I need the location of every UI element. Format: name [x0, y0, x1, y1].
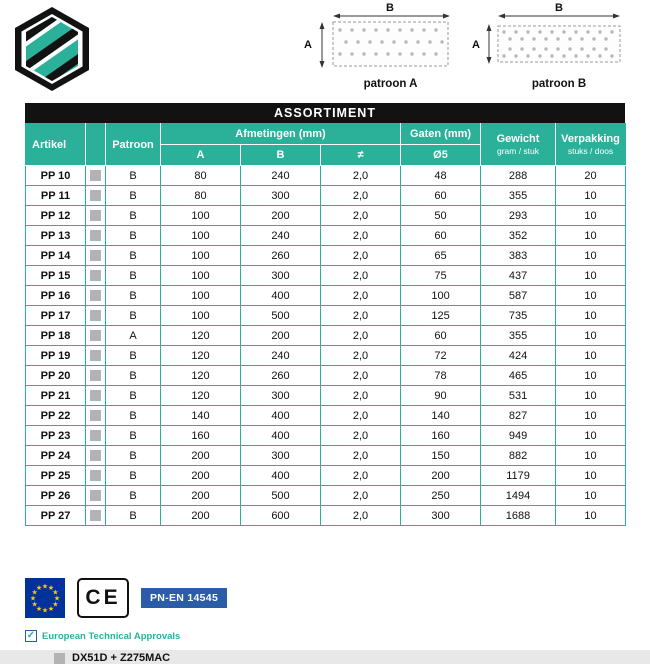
certifications-row: [25, 578, 227, 618]
table-cell: 1494: [481, 486, 556, 506]
material-square-cell: [86, 406, 106, 426]
table-cell: 400: [241, 406, 321, 426]
material-square-cell: [86, 486, 106, 506]
material-square-cell: [86, 366, 106, 386]
table-cell: 250: [401, 486, 481, 506]
table-cell: 60: [401, 186, 481, 206]
table-cell: 400: [241, 286, 321, 306]
table-cell: 90: [401, 386, 481, 406]
table-cell: 20: [556, 166, 626, 186]
table-cell: 260: [241, 246, 321, 266]
table-cell: 120: [161, 386, 241, 406]
table-cell: 160: [401, 426, 481, 446]
table-cell: B: [106, 506, 161, 526]
artikel-cell: PP 11: [26, 186, 86, 206]
table-cell: 78: [401, 366, 481, 386]
svg-text:★: ★: [41, 582, 49, 591]
table-row: [26, 426, 626, 446]
table-cell: 300: [241, 186, 321, 206]
table-cell: 2,0: [321, 466, 401, 486]
table-cell: 424: [481, 346, 556, 366]
table-row: [26, 286, 626, 306]
material-square-icon: [90, 310, 101, 321]
table-cell: 160: [161, 426, 241, 446]
table-row: [26, 226, 626, 246]
material-square-icon: [90, 190, 101, 201]
artikel-cell: PP 21: [26, 386, 86, 406]
table-cell: 140: [401, 406, 481, 426]
table-cell: 10: [556, 466, 626, 486]
table-cell: 300: [241, 386, 321, 406]
table-cell: 2,0: [321, 326, 401, 346]
artikel-cell: PP 15: [26, 266, 86, 286]
table-cell: 10: [556, 246, 626, 266]
material-square-cell: [86, 466, 106, 486]
table-cell: 10: [556, 306, 626, 326]
table-cell: 200: [161, 446, 241, 466]
svg-text:★: ★: [31, 588, 38, 597]
header-verpakking-label: Verpakking: [561, 133, 620, 145]
table-cell: 10: [556, 426, 626, 446]
artikel-cell: PP 22: [26, 406, 86, 426]
table-cell: 288: [481, 166, 556, 186]
svg-text:★: ★: [35, 584, 43, 593]
table-cell: 10: [556, 366, 626, 386]
table-cell: 100: [161, 246, 241, 266]
header-artikel: Artikel: [26, 124, 86, 166]
hexagon-logo-icon: [12, 4, 92, 96]
table-cell: 300: [401, 506, 481, 526]
table-cell: 65: [401, 246, 481, 266]
table-cell: 300: [241, 266, 321, 286]
material-square-cell: [86, 386, 106, 406]
checkmark-icon: ✓: [26, 630, 36, 641]
header-col-thickness: ≠: [321, 145, 401, 166]
table-row: [26, 406, 626, 426]
dim-label-b: B: [555, 2, 563, 14]
material-square-cell: [86, 206, 106, 226]
table-row: [26, 246, 626, 266]
ce-mark: CE: [77, 578, 129, 618]
table-cell: 10: [556, 266, 626, 286]
table-cell: B: [106, 426, 161, 446]
header-verpakking: [556, 124, 626, 166]
table-cell: B: [106, 246, 161, 266]
table-cell: 80: [161, 186, 241, 206]
material-square-icon: [90, 430, 101, 441]
table-cell: 150: [401, 446, 481, 466]
assortiment-table: [25, 123, 626, 526]
table-cell: 2,0: [321, 186, 401, 206]
table-cell: 500: [241, 486, 321, 506]
table-cell: B: [106, 166, 161, 186]
header-col-b: B: [241, 145, 321, 166]
table-cell: 1179: [481, 466, 556, 486]
approvals-label: European Technical Approvals: [42, 630, 181, 642]
table-cell: 200: [161, 486, 241, 506]
table-cell: 355: [481, 186, 556, 206]
table-cell: B: [106, 406, 161, 426]
material-square-cell: [86, 246, 106, 266]
table-cell: 2,0: [321, 346, 401, 366]
table-title: ASSORTIMENT: [25, 103, 625, 123]
table-cell: 10: [556, 186, 626, 206]
table-cell: 531: [481, 386, 556, 406]
material-square-icon: [90, 450, 101, 461]
table-cell: 200: [241, 326, 321, 346]
table-cell: 827: [481, 406, 556, 426]
table-row: [26, 466, 626, 486]
material-square-cell: [86, 446, 106, 466]
table-cell: 120: [161, 326, 241, 346]
material-legend: [54, 652, 170, 664]
table-cell: 10: [556, 506, 626, 526]
material-square-cell: [86, 426, 106, 446]
table-row: [26, 506, 626, 526]
table-cell: 2,0: [321, 206, 401, 226]
dim-label-a: A: [304, 39, 312, 51]
table-cell: 293: [481, 206, 556, 226]
material-square-icon: [90, 330, 101, 341]
table-cell: 400: [241, 426, 321, 446]
table-cell: 240: [241, 346, 321, 366]
norm-badge: PN-EN 14545: [141, 588, 227, 608]
material-square-cell: [86, 306, 106, 326]
table-cell: 437: [481, 266, 556, 286]
table-cell: B: [106, 286, 161, 306]
table-cell: 120: [161, 346, 241, 366]
material-square-icon: [90, 270, 101, 281]
artikel-cell: PP 25: [26, 466, 86, 486]
table-row: [26, 306, 626, 326]
header-gewicht-sub: gram / stuk: [496, 146, 540, 156]
table-cell: 60: [401, 326, 481, 346]
material-square-icon: [90, 350, 101, 361]
table-cell: 10: [556, 326, 626, 346]
header-afmetingen: Afmetingen (mm): [161, 124, 401, 145]
material-square-icon: [90, 170, 101, 181]
diagram-patroon-a: [298, 2, 468, 90]
artikel-cell: PP 19: [26, 346, 86, 366]
table-cell: B: [106, 346, 161, 366]
header-material-square: [86, 124, 106, 166]
material-square-icon: [54, 653, 65, 664]
table-cell: 100: [161, 306, 241, 326]
material-square-cell: [86, 166, 106, 186]
table-cell: 2,0: [321, 506, 401, 526]
artikel-cell: PP 17: [26, 306, 86, 326]
table-cell: 80: [161, 166, 241, 186]
header-verpakking-sub: stuks / doos: [567, 146, 614, 156]
table-cell: 50: [401, 206, 481, 226]
table-cell: 10: [556, 446, 626, 466]
header-gewicht-label: Gewicht: [496, 133, 540, 145]
patroon-a-drawing-icon: [298, 2, 468, 76]
table-cell: 1688: [481, 506, 556, 526]
material-square-cell: [86, 186, 106, 206]
table-cell: 10: [556, 226, 626, 246]
table-cell: 600: [241, 506, 321, 526]
material-square-icon: [90, 410, 101, 421]
header-gaten: Gaten (mm): [401, 124, 481, 145]
diagram-patroon-b: [468, 2, 638, 90]
table-row: [26, 486, 626, 506]
table-cell: B: [106, 186, 161, 206]
table-cell: 2,0: [321, 226, 401, 246]
eu-flag-icon: [25, 578, 65, 618]
table-cell: 10: [556, 346, 626, 366]
brand-logo: [12, 4, 92, 101]
dim-label-a: A: [472, 39, 480, 51]
table-cell: 10: [556, 386, 626, 406]
table-cell: 48: [401, 166, 481, 186]
table-cell: 75: [401, 266, 481, 286]
table-cell: 120: [161, 366, 241, 386]
table-row: [26, 386, 626, 406]
table-row: [26, 326, 626, 346]
table-row: [26, 366, 626, 386]
table-cell: 10: [556, 406, 626, 426]
approvals-row: [25, 630, 180, 642]
table-cell: 260: [241, 366, 321, 386]
dim-label-b: B: [386, 2, 394, 14]
table-cell: 200: [401, 466, 481, 486]
artikel-cell: PP 12: [26, 206, 86, 226]
table-row: [26, 266, 626, 286]
material-square-icon: [90, 210, 101, 221]
table-cell: 2,0: [321, 286, 401, 306]
svg-text:★: ★: [52, 588, 59, 597]
table-cell: 2,0: [321, 246, 401, 266]
header-col-diameter: Ø5: [401, 145, 481, 166]
material-square-icon: [90, 290, 101, 301]
artikel-cell: PP 13: [26, 226, 86, 246]
artikel-cell: PP 26: [26, 486, 86, 506]
material-square-cell: [86, 326, 106, 346]
table-row: [26, 446, 626, 466]
table-cell: 240: [241, 226, 321, 246]
table-row: [26, 166, 626, 186]
table-cell: 72: [401, 346, 481, 366]
table-cell: B: [106, 486, 161, 506]
artikel-cell: PP 14: [26, 246, 86, 266]
table-cell: 200: [241, 206, 321, 226]
table-cell: B: [106, 226, 161, 246]
table-cell: 100: [161, 266, 241, 286]
table-cell: 400: [241, 466, 321, 486]
table-cell: 465: [481, 366, 556, 386]
material-square-cell: [86, 346, 106, 366]
material-square-cell: [86, 506, 106, 526]
table-cell: 10: [556, 286, 626, 306]
table-cell: 2,0: [321, 406, 401, 426]
table-cell: 10: [556, 486, 626, 506]
table-cell: 735: [481, 306, 556, 326]
header-col-a: A: [161, 145, 241, 166]
table-row: [26, 206, 626, 226]
material-square-cell: [86, 266, 106, 286]
artikel-cell: PP 24: [26, 446, 86, 466]
table-cell: 2,0: [321, 306, 401, 326]
table-cell: 125: [401, 306, 481, 326]
table-cell: 352: [481, 226, 556, 246]
table-cell: 949: [481, 426, 556, 446]
material-square-icon: [90, 370, 101, 381]
header-gewicht: [481, 124, 556, 166]
material-square-icon: [90, 470, 101, 481]
table-cell: 100: [401, 286, 481, 306]
table-cell: 500: [241, 306, 321, 326]
artikel-cell: PP 18: [26, 326, 86, 346]
table-cell: B: [106, 466, 161, 486]
table-cell: 100: [161, 226, 241, 246]
table-cell: 2,0: [321, 446, 401, 466]
table-cell: 10: [556, 206, 626, 226]
table-cell: 2,0: [321, 486, 401, 506]
svg-text:★: ★: [52, 600, 59, 609]
artikel-cell: PP 27: [26, 506, 86, 526]
artikel-cell: PP 10: [26, 166, 86, 186]
svg-text:★: ★: [35, 604, 43, 613]
table-cell: 300: [241, 446, 321, 466]
header-patroon: Patroon: [106, 124, 161, 166]
material-square-cell: [86, 226, 106, 246]
material-square-icon: [90, 510, 101, 521]
table-cell: B: [106, 386, 161, 406]
table-row: [26, 186, 626, 206]
table-cell: B: [106, 266, 161, 286]
table-cell: 2,0: [321, 426, 401, 446]
table-cell: B: [106, 446, 161, 466]
table-row: [26, 346, 626, 366]
table-cell: 200: [161, 466, 241, 486]
svg-text:★: ★: [41, 606, 49, 615]
table-cell: 882: [481, 446, 556, 466]
material-square-icon: [90, 390, 101, 401]
table-cell: 100: [161, 206, 241, 226]
table-cell: 587: [481, 286, 556, 306]
table-cell: 383: [481, 246, 556, 266]
artikel-cell: PP 23: [26, 426, 86, 446]
table-cell: 2,0: [321, 366, 401, 386]
table-cell: 200: [161, 506, 241, 526]
svg-text:★: ★: [47, 604, 55, 613]
table-cell: A: [106, 326, 161, 346]
artikel-cell: PP 20: [26, 366, 86, 386]
patroon-b-drawing-icon: [468, 2, 638, 76]
material-legend-label: DX51D + Z275MAC: [72, 652, 171, 664]
table-cell: B: [106, 206, 161, 226]
patroon-a-label: patroon A: [363, 78, 418, 90]
assortiment-table-body: [26, 166, 626, 526]
svg-text:★: ★: [29, 594, 37, 603]
table-cell: 100: [161, 286, 241, 306]
patroon-b-label: patroon B: [531, 78, 587, 90]
artikel-cell: PP 16: [26, 286, 86, 306]
table-cell: 355: [481, 326, 556, 346]
table-cell: 2,0: [321, 166, 401, 186]
table-cell: 2,0: [321, 266, 401, 286]
material-square-icon: [90, 250, 101, 261]
material-square-cell: [86, 286, 106, 306]
table-cell: 2,0: [321, 386, 401, 406]
table-cell: 60: [401, 226, 481, 246]
table-cell: B: [106, 366, 161, 386]
table-cell: 140: [161, 406, 241, 426]
material-square-icon: [90, 490, 101, 501]
material-square-icon: [90, 230, 101, 241]
svg-text:★: ★: [53, 594, 61, 603]
table-cell: 240: [241, 166, 321, 186]
svg-text:★: ★: [31, 600, 38, 609]
table-cell: B: [106, 306, 161, 326]
svg-text:★: ★: [47, 584, 55, 593]
